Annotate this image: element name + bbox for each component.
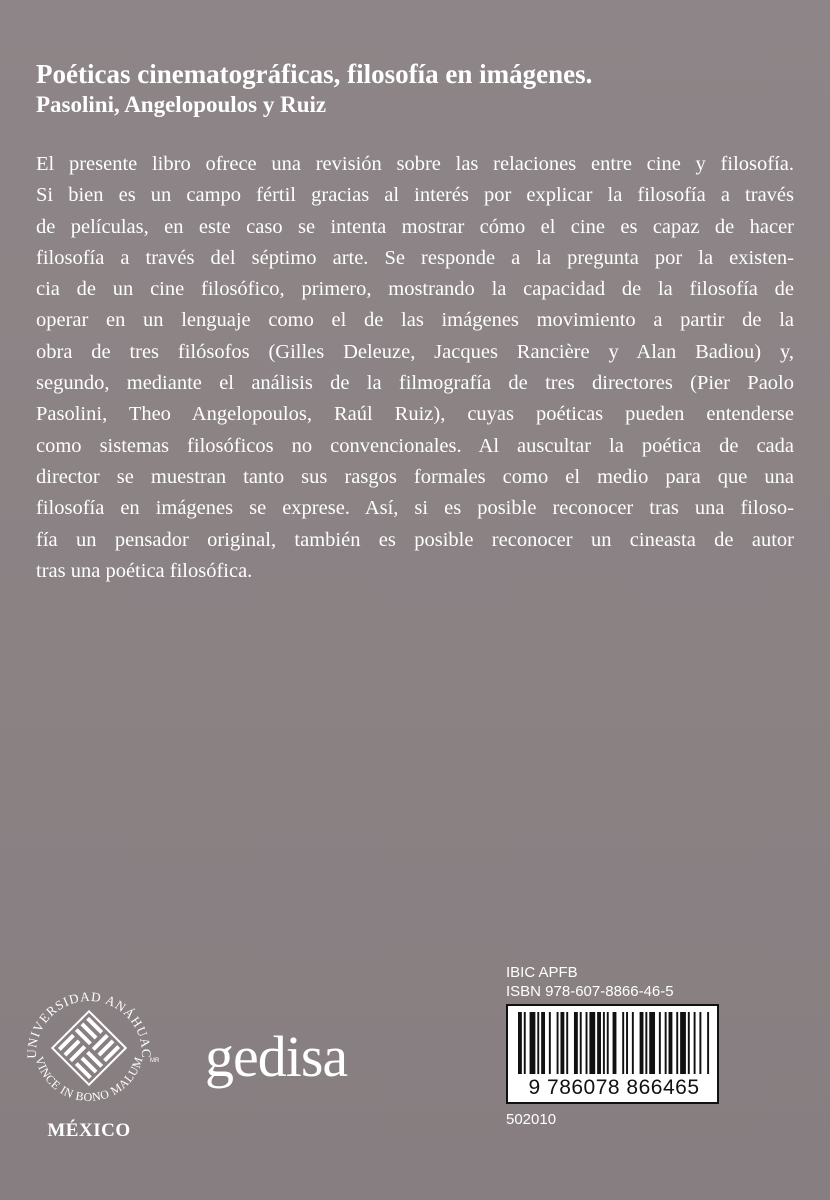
barcode-bar [541,1012,545,1074]
synopsis-line: filosofía a través del séptimo arte. Se responde a la pregunta por la existen- [36,246,794,269]
barcode-bar [688,1012,690,1074]
barcode-bar [580,1012,582,1074]
barcode-bar [676,1012,678,1074]
barcode-bar [649,1012,655,1074]
product-codes [506,963,674,1001]
barcode-bar [699,1012,701,1074]
synopsis-line: filosofía en imágenes se exprese. Así, si es posible reconocer tras una filoso- [36,497,794,520]
book-title: Poéticas cinematográficas, filosofía en imágenes. [36,59,593,89]
svg-text:UNIVERSIDAD ANÁHUAC [24,989,154,1059]
isbn-code: ISBN 978-607-8866-46-5 [506,983,674,1000]
price-code: 502010 [506,1111,557,1128]
barcode-bar [597,1012,601,1074]
title-block [36,58,796,120]
barcode-bar [589,1012,595,1074]
barcode-bar [659,1012,661,1074]
barcode-bar [640,1012,644,1074]
synopsis-line: operar en un lenguaje como el de las imágenes movimiento a partir de la [36,309,794,332]
synopsis-line: El presente libro ofrece una revisión sobre las relaciones entre cine y filosofía. [36,153,794,175]
barcode-bar [557,1012,559,1074]
synopsis-line: tras una poética filosófica. [36,559,253,582]
isbn-barcode [506,1004,719,1104]
barcode-bar [524,1012,526,1074]
barcode-bar [613,1012,617,1074]
synopsis-line: Pasolini, Theo Angelopoulos, Raúl Ruiz), cuyas poéticas pueden entenderse [36,403,794,426]
synopsis-line: director se muestran tanto sus rasgos formales como el medio para que una [36,465,794,488]
barcode-bar [537,1012,539,1074]
barcode-bar [645,1012,647,1074]
barcode-bar [586,1012,588,1074]
anahuac-crest-icon [14,976,164,1106]
barcode-digits: 9 786078 866465 [528,1076,700,1099]
location-label: MÉXICO [47,1120,131,1141]
synopsis-line: Si bien es un campo fértil gracias al interés por explicar la filosofía a través [36,184,794,207]
barcode-bar [665,1012,667,1074]
barcode-bar [607,1012,609,1074]
synopsis-line: como sistemas filosóficos no convencionales. Al auscultar la poética de cada [36,434,794,457]
barcode-bar [707,1012,709,1074]
barcode-bar [549,1012,551,1074]
synopsis-line: segundo, mediante el análisis de la filmografía de tres directores (Pier Paolo [36,372,794,395]
seal-mark: MR [150,1058,160,1064]
synopsis [36,149,794,587]
barcode-bar [694,1012,696,1074]
barcode-bar [560,1012,564,1074]
publisher-logo: gedisa [205,1024,348,1089]
barcode-bar [622,1012,624,1074]
svg-text:VINCE IN BONO MALUM [32,1055,145,1104]
barcode-bar [626,1012,628,1074]
barcode-bar [632,1012,634,1074]
seal-bottom-text: VINCE IN BONO MALUM [32,1054,146,1105]
barcode-bar [530,1012,536,1074]
barcode-bar [603,1012,605,1074]
barcode-bar [566,1012,568,1074]
seal-top-text: UNIVERSIDAD ANÁHUAC [23,988,155,1059]
synopsis-line: de películas, en este caso se intenta mostrar cómo el cine es capaz de hacer [36,215,794,238]
crest-weave [52,1011,126,1085]
barcode-bar [574,1012,578,1074]
barcode-bar [680,1012,686,1074]
book-subtitle: Pasolini, Angelopoulos y Ruiz [36,92,327,117]
barcode-bars [518,1012,711,1074]
barcode-bar [669,1012,673,1074]
synopsis-line: cia de un cine filosófico, primero, mostrando la capacidad de la filosofía de [36,278,794,301]
barcode-bar [518,1012,522,1074]
ibic-code: IBIC APFB [506,964,578,981]
synopsis-line: obra de tres filósofos (Gilles Deleuze, Jacques Rancière y Alan Badiou) y, [36,340,794,363]
synopsis-line: fía un pensador original, también es posible reconocer un cineasta de autor [36,528,794,551]
